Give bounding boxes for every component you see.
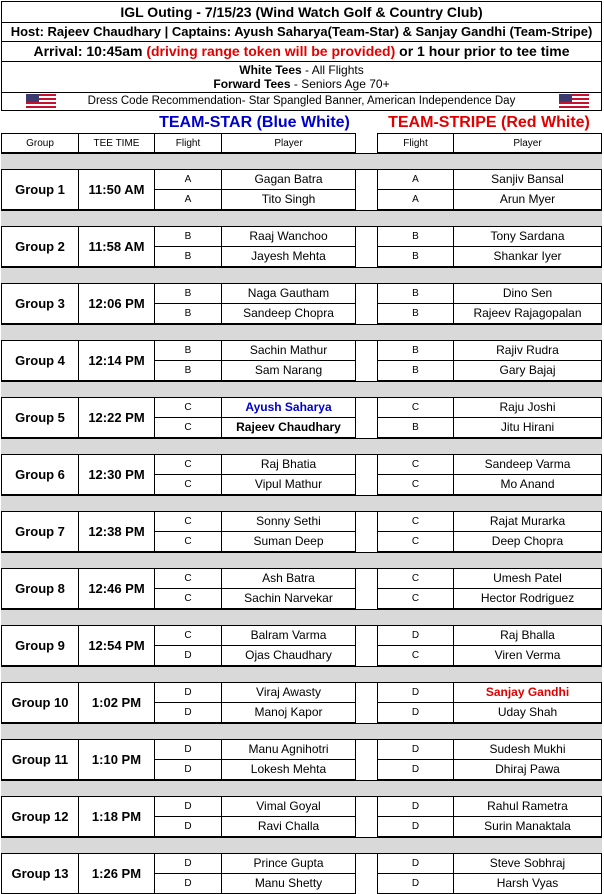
star-player: Prince Gupta bbox=[221, 853, 356, 874]
star-flight: A bbox=[154, 169, 222, 190]
star-player: Sandeep Chopra bbox=[221, 303, 356, 324]
star-player: Ravi Challa bbox=[221, 816, 356, 837]
star-player: Viraj Awasty bbox=[221, 682, 356, 703]
star-player: Lokesh Mehta bbox=[221, 759, 356, 780]
stripe-player: Dino Sen bbox=[453, 283, 602, 304]
tee-time: 12:38 PM bbox=[78, 511, 155, 552]
star-flight: B bbox=[154, 246, 222, 267]
star-player: Sam Narang bbox=[221, 360, 356, 381]
tee-time: 12:46 PM bbox=[78, 568, 155, 609]
stripe-player: Deep Chopra bbox=[453, 531, 602, 552]
us-flag-icon bbox=[26, 94, 56, 109]
star-flight: D bbox=[154, 873, 222, 894]
star-flight: C bbox=[154, 511, 222, 532]
star-player: Gagan Batra bbox=[221, 169, 356, 190]
group-separator bbox=[1, 780, 602, 797]
star-flight: B bbox=[154, 283, 222, 304]
stripe-flight: C bbox=[377, 568, 454, 589]
stripe-flight: D bbox=[377, 625, 454, 646]
group-separator bbox=[1, 723, 602, 740]
dress-code-line bbox=[1, 92, 602, 111]
col-header-group: Group bbox=[1, 133, 79, 153]
star-player: Ojas Chaudhary bbox=[221, 645, 356, 666]
stripe-player: Hector Rodriguez bbox=[453, 588, 602, 609]
stripe-player: Harsh Vyas bbox=[453, 873, 602, 894]
stripe-player: Surin Manaktala bbox=[453, 816, 602, 837]
sheet-title: IGL Outing - 7/15/23 (Wind Watch Golf & Country Club) bbox=[1, 1, 602, 23]
stripe-player: Rajiv Rudra bbox=[453, 340, 602, 361]
stripe-player: Sudesh Mukhi bbox=[453, 739, 602, 760]
star-player: Rajeev Chaudhary bbox=[221, 417, 356, 438]
team-star-title: TEAM-STAR (Blue White) bbox=[159, 114, 350, 131]
group-name: Group 6 bbox=[1, 454, 79, 495]
stripe-player: Uday Shah bbox=[453, 702, 602, 723]
stripe-flight: D bbox=[377, 816, 454, 837]
star-flight: B bbox=[154, 226, 222, 247]
tee-time: 11:50 AM bbox=[78, 169, 155, 210]
tee-time: 12:22 PM bbox=[78, 397, 155, 438]
star-player: Jayesh Mehta bbox=[221, 246, 356, 267]
group-separator bbox=[1, 267, 602, 284]
stripe-flight: D bbox=[377, 739, 454, 760]
group-separator bbox=[1, 666, 602, 683]
stripe-flight: B bbox=[377, 283, 454, 304]
group-name: Group 12 bbox=[1, 796, 79, 837]
stripe-player: Raj Bhalla bbox=[453, 625, 602, 646]
group-separator bbox=[1, 495, 602, 512]
stripe-flight: D bbox=[377, 759, 454, 780]
stripe-player: Sanjiv Bansal bbox=[453, 169, 602, 190]
group-name: Group 3 bbox=[1, 283, 79, 324]
col-header-player-stripe: Player bbox=[453, 133, 602, 153]
star-flight: B bbox=[154, 303, 222, 324]
stripe-flight: C bbox=[377, 454, 454, 475]
star-flight: C bbox=[154, 531, 222, 552]
star-flight: C bbox=[154, 474, 222, 495]
stripe-flight: C bbox=[377, 511, 454, 532]
stripe-flight: D bbox=[377, 702, 454, 723]
stripe-flight: B bbox=[377, 246, 454, 267]
col-header-flight-stripe: Flight bbox=[377, 133, 454, 153]
star-player: Balram Varma bbox=[221, 625, 356, 646]
tee-time: 12:06 PM bbox=[78, 283, 155, 324]
white-tees-desc: - All Flights bbox=[301, 63, 364, 77]
arrival-prefix: Arrival: 10:45am bbox=[33, 43, 147, 59]
stripe-flight: C bbox=[377, 474, 454, 495]
star-flight: D bbox=[154, 645, 222, 666]
star-player: Naga Gautham bbox=[221, 283, 356, 304]
group-separator bbox=[1, 324, 602, 341]
group-name: Group 9 bbox=[1, 625, 79, 666]
star-flight: D bbox=[154, 759, 222, 780]
col-header-tee-time: TEE TIME bbox=[78, 133, 155, 153]
stripe-flight: D bbox=[377, 873, 454, 894]
star-flight: C bbox=[154, 588, 222, 609]
stripe-player: Sanjay Gandhi bbox=[453, 682, 602, 703]
stripe-flight: C bbox=[377, 397, 454, 418]
group-name: Group 5 bbox=[1, 397, 79, 438]
star-player: Raaj Wanchoo bbox=[221, 226, 356, 247]
forward-tees-desc: - Seniors Age 70+ bbox=[290, 77, 390, 91]
star-flight: C bbox=[154, 625, 222, 646]
stripe-player: Rahul Rametra bbox=[453, 796, 602, 817]
group-name: Group 8 bbox=[1, 568, 79, 609]
tee-time: 12:14 PM bbox=[78, 340, 155, 381]
star-flight: C bbox=[154, 568, 222, 589]
star-flight: D bbox=[154, 853, 222, 874]
star-player: Manu Shetty bbox=[221, 873, 356, 894]
stripe-player: Sandeep Varma bbox=[453, 454, 602, 475]
stripe-player: Dhiraj Pawa bbox=[453, 759, 602, 780]
stripe-flight: B bbox=[377, 303, 454, 324]
star-flight: C bbox=[154, 397, 222, 418]
star-flight: D bbox=[154, 682, 222, 703]
star-player: Vipul Mathur bbox=[221, 474, 356, 495]
star-player: Manoj Kapor bbox=[221, 702, 356, 723]
stripe-flight: C bbox=[377, 588, 454, 609]
star-flight: D bbox=[154, 739, 222, 760]
arrival-suffix: or 1 hour prior to tee time bbox=[395, 43, 570, 59]
stripe-player: Tony Sardana bbox=[453, 226, 602, 247]
star-flight: D bbox=[154, 816, 222, 837]
group-separator bbox=[1, 609, 602, 626]
group-name: Group 11 bbox=[1, 739, 79, 780]
host-captains-line: Host: Rajeev Chaudhary | Captains: Ayush Saharya(Team-Star) & Sanjay Gandhi (Team-Stripe) bbox=[1, 22, 602, 42]
star-flight: C bbox=[154, 417, 222, 438]
stripe-flight: D bbox=[377, 682, 454, 703]
stripe-player: Viren Verma bbox=[453, 645, 602, 666]
group-name: Group 2 bbox=[1, 226, 79, 267]
star-flight: B bbox=[154, 360, 222, 381]
forward-tees-line bbox=[2, 77, 601, 91]
star-player: Sachin Mathur bbox=[221, 340, 356, 361]
group-separator bbox=[1, 552, 602, 569]
stripe-player: Gary Bajaj bbox=[453, 360, 602, 381]
stripe-player: Umesh Patel bbox=[453, 568, 602, 589]
white-tees-label: White Tees bbox=[239, 63, 302, 77]
group-separator bbox=[1, 837, 602, 854]
star-player: Raj Bhatia bbox=[221, 454, 356, 475]
stripe-player: Mo Anand bbox=[453, 474, 602, 495]
tee-time: 11:58 AM bbox=[78, 226, 155, 267]
group-separator bbox=[1, 438, 602, 455]
group-separator bbox=[1, 153, 602, 170]
us-flag-icon bbox=[559, 94, 589, 109]
group-name: Group 1 bbox=[1, 169, 79, 210]
star-player: Sonny Sethi bbox=[221, 511, 356, 532]
group-name: Group 4 bbox=[1, 340, 79, 381]
arrival-token-note: (driving range token will be provided) bbox=[146, 43, 396, 59]
team-stripe-title: TEAM-STRIPE (Red White) bbox=[388, 114, 590, 131]
stripe-flight: B bbox=[377, 417, 454, 438]
arrival-line bbox=[1, 41, 602, 62]
tee-time: 1:26 PM bbox=[78, 853, 155, 894]
star-flight: A bbox=[154, 189, 222, 210]
star-flight: B bbox=[154, 340, 222, 361]
tee-time: 12:54 PM bbox=[78, 625, 155, 666]
star-player: Sachin Narvekar bbox=[221, 588, 356, 609]
stripe-flight: C bbox=[377, 531, 454, 552]
star-flight: D bbox=[154, 702, 222, 723]
star-flight: D bbox=[154, 796, 222, 817]
stripe-flight: A bbox=[377, 189, 454, 210]
stripe-flight: D bbox=[377, 796, 454, 817]
stripe-flight: B bbox=[377, 360, 454, 381]
stripe-flight: B bbox=[377, 340, 454, 361]
star-player: Vimal Goyal bbox=[221, 796, 356, 817]
star-player: Manu Agnihotri bbox=[221, 739, 356, 760]
stripe-player: Raju Joshi bbox=[453, 397, 602, 418]
group-name: Group 13 bbox=[1, 853, 79, 894]
star-flight: C bbox=[154, 454, 222, 475]
stripe-flight: B bbox=[377, 226, 454, 247]
stripe-player: Rajeev Rajagopalan bbox=[453, 303, 602, 324]
dress-code-text: Dress Code Recommendation- Star Spangled Banner, American Independence Day bbox=[87, 95, 516, 107]
stripe-flight: D bbox=[377, 853, 454, 874]
col-header-flight-star: Flight bbox=[154, 133, 222, 153]
star-player: Ayush Saharya bbox=[221, 397, 356, 418]
star-player: Tito Singh bbox=[221, 189, 356, 210]
stripe-player: Shankar Iyer bbox=[453, 246, 602, 267]
tees-info bbox=[1, 61, 602, 93]
stripe-player: Rajat Murarka bbox=[453, 511, 602, 532]
stripe-flight: A bbox=[377, 169, 454, 190]
group-separator bbox=[1, 381, 602, 398]
star-player: Suman Deep bbox=[221, 531, 356, 552]
stripe-player: Steve Sobhraj bbox=[453, 853, 602, 874]
tee-time: 1:10 PM bbox=[78, 739, 155, 780]
tee-time: 1:02 PM bbox=[78, 682, 155, 723]
star-player: Ash Batra bbox=[221, 568, 356, 589]
group-separator bbox=[1, 210, 602, 227]
stripe-flight: C bbox=[377, 645, 454, 666]
group-name: Group 10 bbox=[1, 682, 79, 723]
stripe-player: Jitu Hirani bbox=[453, 417, 602, 438]
tee-time: 1:18 PM bbox=[78, 796, 155, 837]
stripe-player: Arun Myer bbox=[453, 189, 602, 210]
white-tees-line bbox=[2, 63, 601, 77]
forward-tees-label: Forward Tees bbox=[213, 77, 291, 91]
group-name: Group 7 bbox=[1, 511, 79, 552]
tee-time: 12:30 PM bbox=[78, 454, 155, 495]
col-header-player-star: Player bbox=[221, 133, 356, 153]
